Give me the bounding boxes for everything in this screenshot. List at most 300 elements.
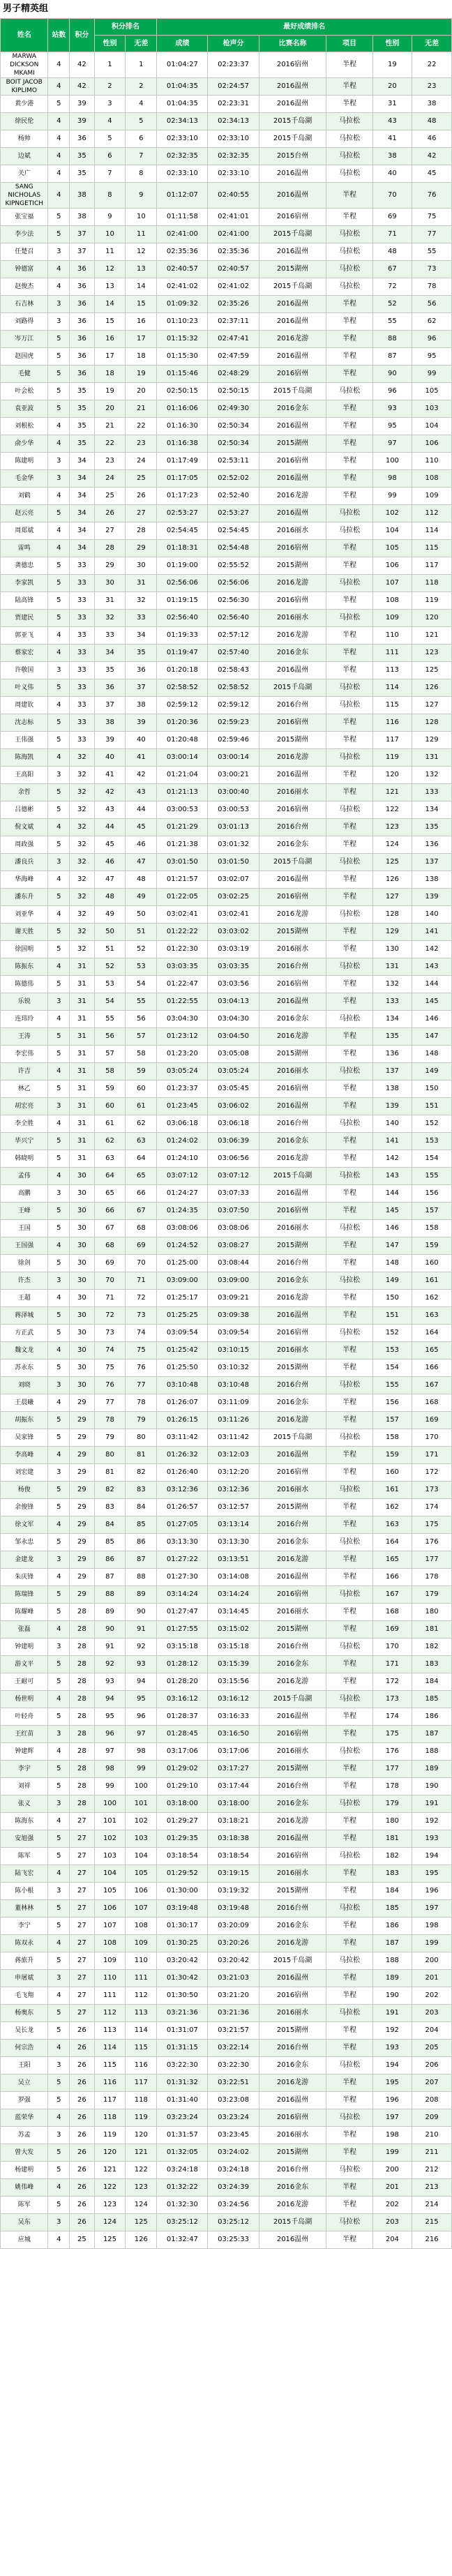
- cell-score: 26: [70, 2092, 94, 2109]
- cell-score: 31: [70, 1150, 94, 1168]
- cell-count: 4: [48, 819, 70, 836]
- cell-result: 01:28:45: [157, 1726, 208, 1743]
- cell-race: 2015千岛湖: [259, 278, 326, 296]
- cell-race: 2016温州: [259, 2231, 326, 2249]
- cell-score: 30: [70, 1237, 94, 1255]
- cell-race: 2016温州: [259, 1970, 326, 1987]
- cell-count: 4: [48, 418, 70, 435]
- cell-result: 03:12:36: [157, 1482, 208, 1499]
- cell-none-rank: 97: [126, 1726, 157, 1743]
- cell-item: 半程: [326, 1551, 372, 1569]
- cell-none-rank: 36: [126, 662, 157, 679]
- cell-race: 2015千岛湖: [259, 854, 326, 871]
- cell-score: 27: [70, 1952, 94, 1970]
- cell-chip: 03:23:45: [208, 2127, 259, 2144]
- cell-name: 张宝福: [1, 209, 48, 226]
- cell-item: 半程: [326, 313, 372, 331]
- cell-result: 01:21:29: [157, 819, 208, 836]
- cell-score: 27: [70, 2005, 94, 2022]
- cell-chip: 03:15:39: [208, 1656, 259, 1673]
- cell-race: 2016金东: [259, 1918, 326, 1935]
- table-row: [1, 1412, 452, 1429]
- cell-best-gender: 190: [372, 1987, 412, 2005]
- cell-chip: 03:04:30: [208, 1011, 259, 1028]
- cell-name: 陈军: [1, 2197, 48, 2214]
- header-rank-gender: 性别: [372, 36, 412, 52]
- cell-none-rank: 68: [126, 1220, 157, 1237]
- cell-none-rank: 30: [126, 557, 157, 575]
- cell-best-gender: 162: [372, 1499, 412, 1516]
- cell-name: 毕兴宁: [1, 1133, 48, 1150]
- table-row: [1, 801, 452, 819]
- table-row: [1, 1865, 452, 1883]
- cell-result: 03:09:54: [157, 1325, 208, 1342]
- cell-chip: 03:21:03: [208, 1970, 259, 1987]
- cell-gender-rank: 97: [94, 1743, 126, 1761]
- cell-name: 钟建辉: [1, 1743, 48, 1761]
- table-row: [1, 2179, 452, 2197]
- ranking-table: [0, 18, 452, 2249]
- cell-race: 2016龙游: [259, 1412, 326, 1429]
- table-row: [1, 148, 452, 165]
- cell-race: 2015千岛湖: [259, 226, 326, 243]
- cell-count: 4: [48, 1447, 70, 1464]
- cell-item: 半程: [326, 2092, 372, 2109]
- cell-result: 01:32:22: [157, 2179, 208, 2197]
- cell-gender-rank: 9: [94, 209, 126, 226]
- cell-none-rank: 52: [126, 941, 157, 958]
- cell-name: 杨帅: [1, 130, 48, 148]
- cell-item: 半程: [326, 1673, 372, 1691]
- cell-chip: 03:16:33: [208, 1708, 259, 1726]
- cell-none-rank: 117: [126, 2074, 157, 2092]
- cell-best-gender: 70: [372, 183, 412, 209]
- cell-race: 2015千岛湖: [259, 1691, 326, 1708]
- cell-race: 2015湖州: [259, 1237, 326, 1255]
- cell-best-gender: 134: [372, 1011, 412, 1028]
- cell-race: 2016温州: [259, 1098, 326, 1115]
- cell-count: 4: [48, 2179, 70, 2197]
- cell-best-gender: 102: [372, 505, 412, 522]
- cell-name: 赵云亮: [1, 505, 48, 522]
- cell-chip: 02:49:30: [208, 400, 259, 418]
- cell-item: 半程: [326, 627, 372, 645]
- cell-race: 2016台州: [259, 1900, 326, 1918]
- cell-item: 半程: [326, 96, 372, 113]
- cell-gender-rank: 47: [94, 871, 126, 889]
- cell-count: 5: [48, 889, 70, 906]
- cell-race: 2016温州: [259, 1185, 326, 1203]
- cell-chip: 03:19:15: [208, 1865, 259, 1883]
- cell-count: 4: [48, 2040, 70, 2057]
- cell-race: 2016温州: [259, 165, 326, 183]
- cell-race: 2016金东: [259, 2179, 326, 2197]
- cell-item: 半程: [326, 557, 372, 575]
- cell-gender-rank: 123: [94, 2197, 126, 2214]
- cell-none-rank: 16: [126, 313, 157, 331]
- table-row: [1, 2005, 452, 2022]
- cell-item: 半程: [326, 1046, 372, 1063]
- cell-none-rank: 5: [126, 113, 157, 130]
- cell-gender-rank: 63: [94, 1150, 126, 1168]
- cell-count: 4: [48, 906, 70, 924]
- cell-best-none: 165: [412, 1342, 452, 1359]
- cell-item: 半程: [326, 2022, 372, 2040]
- cell-result: 01:27:22: [157, 1551, 208, 1569]
- table-row: [1, 784, 452, 801]
- cell-gender-rank: 93: [94, 1673, 126, 1691]
- cell-none-rank: 92: [126, 1639, 157, 1656]
- cell-chip: 03:02:25: [208, 889, 259, 906]
- table-row: [1, 1447, 452, 1464]
- cell-race: 2016温州: [259, 418, 326, 435]
- table-row: [1, 1691, 452, 1708]
- cell-race: 2016丽水: [259, 784, 326, 801]
- cell-none-rank: 72: [126, 1290, 157, 1307]
- cell-score: 34: [70, 505, 94, 522]
- cell-count: 4: [48, 1813, 70, 1830]
- cell-gender-rank: 19: [94, 383, 126, 400]
- table-row: [1, 1848, 452, 1865]
- cell-name: SANG NICHOLAS KIPNGETICH: [1, 183, 48, 209]
- table-row: [1, 261, 452, 278]
- cell-none-rank: 32: [126, 592, 157, 610]
- cell-count: 4: [48, 1743, 70, 1761]
- cell-item: 半程: [326, 819, 372, 836]
- cell-item: 马拉松: [326, 2214, 372, 2231]
- cell-name: 董林林: [1, 1900, 48, 1918]
- cell-count: 4: [48, 165, 70, 183]
- cell-best-gender: 111: [372, 645, 412, 662]
- table-row: [1, 488, 452, 505]
- cell-race: 2015湖州: [259, 557, 326, 575]
- cell-gender-rank: 75: [94, 1359, 126, 1377]
- cell-chip: 03:20:09: [208, 1918, 259, 1935]
- cell-item: 半程: [326, 784, 372, 801]
- cell-chip: 02:47:41: [208, 331, 259, 348]
- cell-name: 何宗浩: [1, 2040, 48, 2057]
- cell-gender-rank: 106: [94, 1900, 126, 1918]
- cell-name: 孟伟: [1, 1168, 48, 1185]
- cell-count: 5: [48, 331, 70, 348]
- cell-count: 5: [48, 1830, 70, 1848]
- cell-name: 杨世明: [1, 1691, 48, 1708]
- cell-chip: 03:12:36: [208, 1482, 259, 1499]
- cell-item: 马拉松: [326, 505, 372, 522]
- table-row: [1, 1046, 452, 1063]
- cell-gender-rank: 18: [94, 366, 126, 383]
- cell-score: 32: [70, 924, 94, 941]
- cell-gender-rank: 84: [94, 1516, 126, 1534]
- cell-race: 2016龙游: [259, 2074, 326, 2092]
- cell-result: 01:24:27: [157, 1185, 208, 1203]
- cell-item: 半程: [326, 1185, 372, 1203]
- cell-none-rank: 26: [126, 488, 157, 505]
- cell-chip: 02:35:36: [208, 243, 259, 261]
- cell-best-none: 48: [412, 113, 452, 130]
- cell-best-gender: 71: [372, 226, 412, 243]
- cell-gender-rank: 102: [94, 1830, 126, 1848]
- cell-count: 4: [48, 958, 70, 976]
- cell-best-none: 176: [412, 1534, 452, 1551]
- cell-best-gender: 104: [372, 522, 412, 540]
- cell-best-gender: 145: [372, 1203, 412, 1220]
- cell-count: 5: [48, 226, 70, 243]
- cell-best-gender: 203: [372, 2214, 412, 2231]
- cell-gender-rank: 22: [94, 435, 126, 453]
- cell-chip: 03:21:36: [208, 2005, 259, 2022]
- cell-chip: 03:21:20: [208, 1987, 259, 2005]
- cell-chip: 03:09:54: [208, 1325, 259, 1342]
- cell-gender-rank: 85: [94, 1534, 126, 1551]
- cell-chip: 02:50:34: [208, 435, 259, 453]
- cell-chip: 03:07:50: [208, 1203, 259, 1220]
- cell-result: 03:16:12: [157, 1691, 208, 1708]
- table-row: [1, 1604, 452, 1621]
- cell-none-rank: 42: [126, 767, 157, 784]
- cell-count: 5: [48, 1028, 70, 1046]
- header-best-rank: 最好成绩排名: [157, 19, 452, 36]
- cell-item: 马拉松: [326, 1220, 372, 1237]
- table-row: [1, 366, 452, 383]
- cell-gender-rank: 56: [94, 1028, 126, 1046]
- cell-name: 陈耀峰: [1, 1604, 48, 1621]
- cell-race: 2016龙游: [259, 1028, 326, 1046]
- cell-chip: 03:22:51: [208, 2074, 259, 2092]
- cell-score: 38: [70, 209, 94, 226]
- cell-best-none: 95: [412, 348, 452, 366]
- cell-name: 吴东: [1, 2214, 48, 2231]
- cell-chip: 03:16:12: [208, 1691, 259, 1708]
- cell-none-rank: 119: [126, 2109, 157, 2127]
- cell-result: 02:35:36: [157, 243, 208, 261]
- cell-name: 陈瑞锋: [1, 1586, 48, 1604]
- cell-name: 姚伟峰: [1, 2179, 48, 2197]
- cell-name: 周政强: [1, 836, 48, 854]
- cell-race: 2016温州: [259, 505, 326, 522]
- cell-result: 01:16:30: [157, 418, 208, 435]
- cell-race: 2015湖州: [259, 261, 326, 278]
- cell-count: 4: [48, 749, 70, 767]
- table-row: [1, 1708, 452, 1726]
- cell-best-gender: 40: [372, 165, 412, 183]
- cell-score: 31: [70, 1080, 94, 1098]
- table-row: [1, 1656, 452, 1673]
- cell-result: 01:16:38: [157, 435, 208, 453]
- cell-none-rank: 91: [126, 1621, 157, 1639]
- cell-race: 2015千岛湖: [259, 383, 326, 400]
- cell-gender-rank: 36: [94, 679, 126, 697]
- cell-race: 2016台州: [259, 958, 326, 976]
- cell-result: 01:23:12: [157, 1028, 208, 1046]
- cell-name: 王高阳: [1, 767, 48, 784]
- table-row: [1, 662, 452, 679]
- cell-chip: 02:35:26: [208, 296, 259, 313]
- cell-none-rank: 37: [126, 679, 157, 697]
- cell-count: 5: [48, 1133, 70, 1150]
- cell-race: 2016温州: [259, 96, 326, 113]
- cell-best-gender: 131: [372, 958, 412, 976]
- cell-score: 28: [70, 1743, 94, 1761]
- header-gender: 性别: [94, 36, 126, 52]
- cell-count: 3: [48, 2057, 70, 2074]
- cell-chip: 03:22:30: [208, 2057, 259, 2074]
- cell-best-none: 42: [412, 148, 452, 165]
- cell-score: 27: [70, 1883, 94, 1900]
- cell-best-none: 210: [412, 2127, 452, 2144]
- cell-name: 高鹏: [1, 1185, 48, 1203]
- cell-none-rank: 121: [126, 2144, 157, 2162]
- cell-result: 01:27:47: [157, 1604, 208, 1621]
- cell-item: 马拉松: [326, 749, 372, 767]
- table-row: [1, 1830, 452, 1848]
- cell-name: 徐剑: [1, 1255, 48, 1272]
- cell-chip: 03:14:45: [208, 1604, 259, 1621]
- cell-gender-rank: 116: [94, 2074, 126, 2092]
- cell-best-gender: 152: [372, 1325, 412, 1342]
- cell-item: 半程: [326, 1935, 372, 1952]
- cell-best-gender: 140: [372, 1115, 412, 1133]
- cell-gender-rank: 79: [94, 1429, 126, 1447]
- table-row: [1, 1918, 452, 1935]
- cell-item: 马拉松: [326, 113, 372, 130]
- cell-best-gender: 144: [372, 1185, 412, 1203]
- cell-best-gender: 72: [372, 278, 412, 296]
- cell-name: 谢天胜: [1, 924, 48, 941]
- cell-best-gender: 163: [372, 1516, 412, 1534]
- cell-best-none: 38: [412, 96, 452, 113]
- cell-best-gender: 175: [372, 1726, 412, 1743]
- cell-name: 沈志标: [1, 714, 48, 732]
- cell-gender-rank: 10: [94, 226, 126, 243]
- cell-score: 28: [70, 1656, 94, 1673]
- cell-best-none: 73: [412, 261, 452, 278]
- cell-count: 3: [48, 1377, 70, 1394]
- cell-best-gender: 110: [372, 627, 412, 645]
- cell-item: 马拉松: [326, 383, 372, 400]
- cell-best-none: 120: [412, 610, 452, 627]
- table-row: [1, 679, 452, 697]
- cell-name: 蓝荣华: [1, 2109, 48, 2127]
- cell-score: 34: [70, 540, 94, 557]
- cell-result: 01:29:10: [157, 1778, 208, 1795]
- cell-best-gender: 121: [372, 784, 412, 801]
- cell-chip: 02:33:10: [208, 165, 259, 183]
- cell-race: 2015千岛湖: [259, 130, 326, 148]
- cell-best-gender: 185: [372, 1900, 412, 1918]
- cell-item: 马拉松: [326, 1691, 372, 1708]
- cell-best-none: 118: [412, 575, 452, 592]
- cell-none-rank: 12: [126, 243, 157, 261]
- cell-score: 27: [70, 1918, 94, 1935]
- cell-score: 28: [70, 1639, 94, 1656]
- cell-item: 半程: [326, 714, 372, 732]
- cell-count: 5: [48, 400, 70, 418]
- table-row: [1, 1290, 452, 1307]
- cell-item: 半程: [326, 1813, 372, 1830]
- cell-name: 林乙: [1, 1080, 48, 1098]
- cell-result: 03:18:54: [157, 1848, 208, 1865]
- cell-result: 01:25:17: [157, 1290, 208, 1307]
- table-row: [1, 348, 452, 366]
- cell-chip: 03:17:27: [208, 1761, 259, 1778]
- table-row: [1, 714, 452, 732]
- cell-chip: 03:23:08: [208, 2092, 259, 2109]
- cell-race: 2016宿州: [259, 714, 326, 732]
- table-row: [1, 113, 452, 130]
- cell-gender-rank: 115: [94, 2057, 126, 2074]
- table-row: [1, 2057, 452, 2074]
- cell-chip: 02:52:02: [208, 470, 259, 488]
- cell-item: 半程: [326, 1237, 372, 1255]
- cell-none-rank: 84: [126, 1499, 157, 1516]
- cell-none-rank: 22: [126, 418, 157, 435]
- cell-result: 01:26:40: [157, 1464, 208, 1482]
- cell-count: 4: [48, 278, 70, 296]
- header-item: 项目: [326, 36, 372, 52]
- cell-chip: 03:14:08: [208, 1569, 259, 1586]
- cell-none-rank: 60: [126, 1080, 157, 1098]
- cell-name: 陈海东: [1, 1813, 48, 1830]
- cell-result: 01:27:30: [157, 1569, 208, 1586]
- cell-score: 29: [70, 1482, 94, 1499]
- cell-chip: 03:08:27: [208, 1237, 259, 1255]
- cell-item: 半程: [326, 1761, 372, 1778]
- cell-best-none: 125: [412, 662, 452, 679]
- cell-item: 半程: [326, 1080, 372, 1098]
- cell-result: 01:17:05: [157, 470, 208, 488]
- cell-count: 5: [48, 1586, 70, 1604]
- cell-count: 3: [48, 1551, 70, 1569]
- cell-name: 周建钦: [1, 697, 48, 714]
- cell-chip: 02:32:35: [208, 148, 259, 165]
- cell-race: 2015千岛湖: [259, 1429, 326, 1447]
- cell-none-rank: 58: [126, 1046, 157, 1063]
- cell-name: 贾建民: [1, 610, 48, 627]
- cell-score: 35: [70, 383, 94, 400]
- header-rank-none: 无差: [412, 36, 452, 52]
- cell-best-gender: 117: [372, 732, 412, 749]
- cell-score: 32: [70, 819, 94, 836]
- cell-name: 许吉: [1, 1063, 48, 1080]
- cell-result: 01:15:46: [157, 366, 208, 383]
- cell-name: 王涛: [1, 1028, 48, 1046]
- cell-score: 34: [70, 453, 94, 470]
- cell-gender-rank: 51: [94, 941, 126, 958]
- cell-gender-rank: 8: [94, 183, 126, 209]
- cell-none-rank: 116: [126, 2057, 157, 2074]
- cell-count: 3: [48, 1098, 70, 1115]
- cell-none-rank: 50: [126, 906, 157, 924]
- cell-none-rank: 80: [126, 1429, 157, 1447]
- cell-name: 陆飞宏: [1, 1865, 48, 1883]
- table-row: [1, 2144, 452, 2162]
- cell-none-rank: 126: [126, 2231, 157, 2249]
- cell-result: 01:24:52: [157, 1237, 208, 1255]
- cell-none-rank: 49: [126, 889, 157, 906]
- cell-none-rank: 109: [126, 1935, 157, 1952]
- cell-chip: 03:03:02: [208, 924, 259, 941]
- cell-score: 28: [70, 1691, 94, 1708]
- cell-chip: 02:37:11: [208, 313, 259, 331]
- cell-race: 2016台州: [259, 1255, 326, 1272]
- cell-race: 2016丽水: [259, 1865, 326, 1883]
- cell-chip: 03:05:45: [208, 1080, 259, 1098]
- cell-best-none: 206: [412, 2057, 452, 2074]
- cell-count: 4: [48, 113, 70, 130]
- cell-best-none: 78: [412, 278, 452, 296]
- cell-best-gender: 97: [372, 435, 412, 453]
